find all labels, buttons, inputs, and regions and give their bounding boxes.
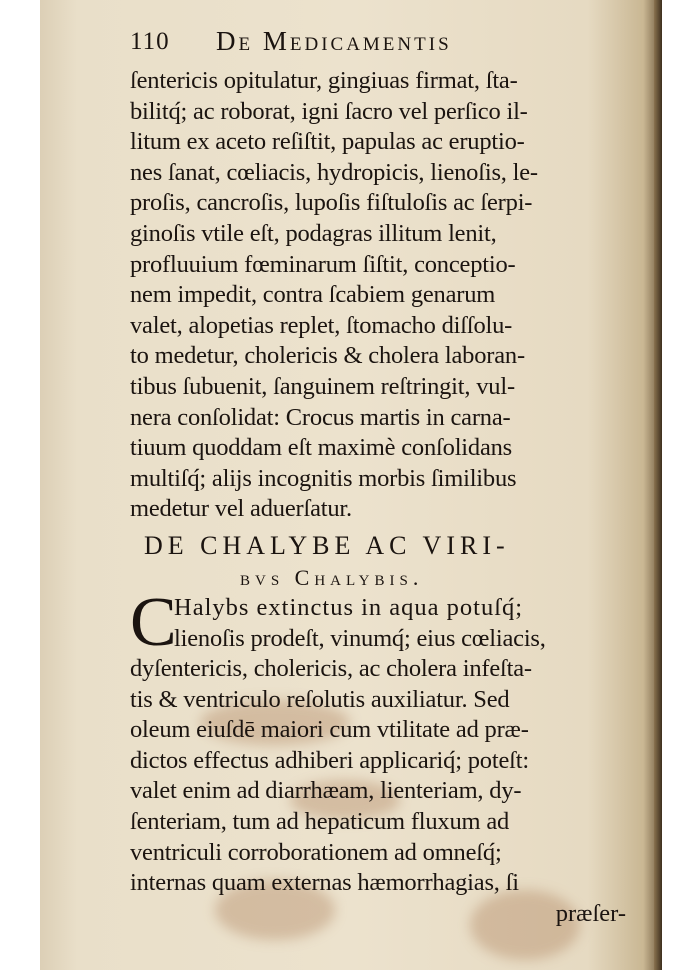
section-subheading: bvs Chalybis. xyxy=(240,564,424,590)
running-title: De Medicamentis xyxy=(216,26,452,56)
text-line: internas quam externas hæmorrhagias, ſi xyxy=(130,869,519,897)
text-line: multiſq́; alijs incognitis morbis ſimilibus xyxy=(130,464,517,492)
text-line: profluuium fœminarum ſiſtit, conceptio- xyxy=(130,250,516,278)
text-line: Halybs extinctus in aqua potuſq́; xyxy=(174,593,524,621)
body-text xyxy=(130,66,630,525)
text-line: tibus ſubuenit, ſanguinem reſtringit, vul- xyxy=(130,372,515,400)
folio-number: 110 xyxy=(130,28,170,55)
text-line: proſis, cancroſis, lupoſis fiſtuloſis ac ſerpi- xyxy=(130,189,533,217)
text-line: bilitq́; ac roborat, igni ſacro vel perſico il- xyxy=(130,97,528,125)
text-line: nem impedit, contra ſcabiem genarum xyxy=(130,281,496,309)
text-line: valet, alopetias replet, ſtomacho diſſolu- xyxy=(130,311,513,339)
text-line: lienoſis prodeſt, vinumq́; eius cœliacis, xyxy=(174,624,546,652)
text-block xyxy=(130,26,630,929)
drop-cap: C xyxy=(130,583,177,661)
text-line: litum ex aceto reſiſtit, papulas ac eruptio- xyxy=(130,128,525,156)
text-line: dictos effectus adhiberi applicariq́; poteſt: xyxy=(130,746,529,774)
text-line: tiuum quoddam eſt maximè conſolidans xyxy=(130,434,513,462)
text-line: ſenteriam, tum ad hepaticum fluxum ad xyxy=(130,808,510,836)
text-line: ventriculi corroborationem ad omneſq́; xyxy=(130,838,502,866)
text-line: nera conſolidat: Crocus martis in carna- xyxy=(130,403,511,431)
page-header xyxy=(130,26,630,66)
text-line: nes ſanat, cœliacis, hydropicis, lienoſis, le- xyxy=(130,158,538,186)
text-line: dyſentericis, cholericis, ac cholera infeſta- xyxy=(130,655,532,683)
text-line: valet enim ad diarrhæam, lienteriam, dy- xyxy=(130,777,522,805)
section-paragraph xyxy=(130,583,630,930)
text-line: to medetur, cholericis & cholera laboran- xyxy=(130,342,525,370)
catchword: præſer- xyxy=(555,899,626,927)
text-line: tis & ventriculo reſolutis auxiliatur. Sed xyxy=(130,685,510,713)
section-heading: DE CHALYBE AC VIRI- xyxy=(144,530,510,560)
text-line: ginoſis vtile eſt, podagras illitum lenit, xyxy=(130,219,497,247)
page-spine-shadow xyxy=(654,0,662,970)
text-line: medetur vel aduerſatur. xyxy=(130,495,352,523)
text-line: oleum eiuſdē maiori cum vtilitate ad præ- xyxy=(130,716,529,744)
text-line: ſentericis opitulatur, gingiuas firmat, ſta- xyxy=(130,67,518,94)
